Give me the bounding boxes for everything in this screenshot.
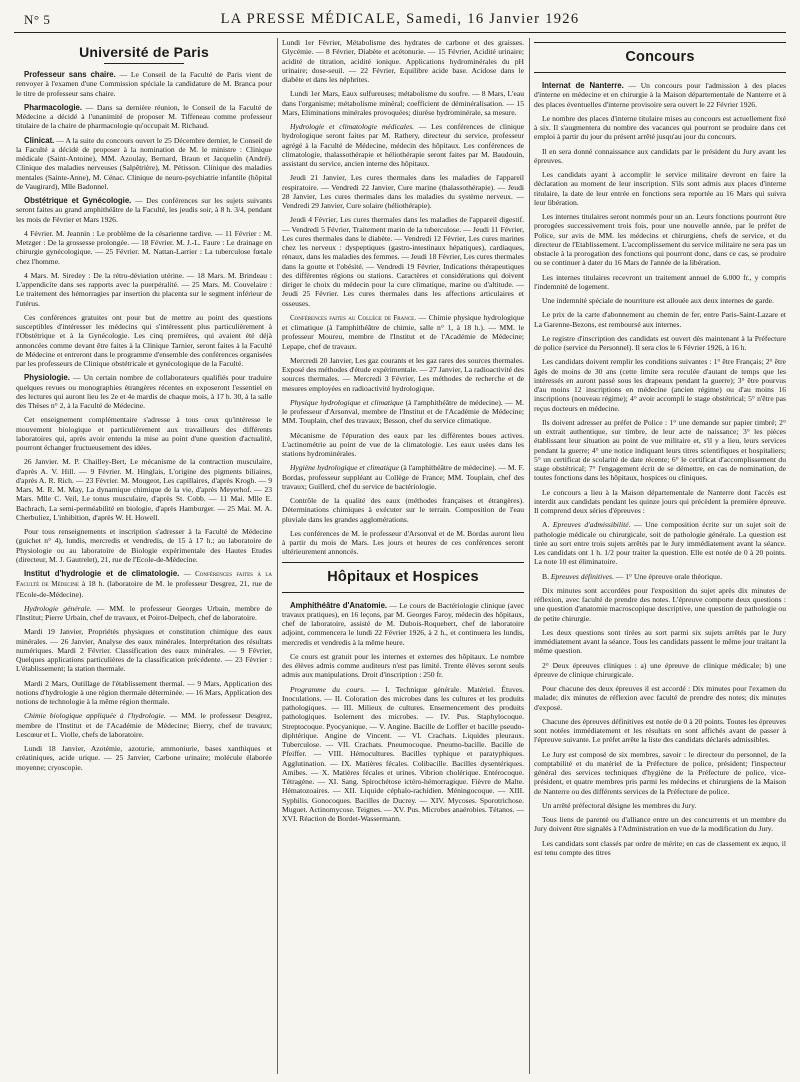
- article-paragraph: Chacune des épreuves définitives est notée de 0 à 20 points. Toutes les épreuves sont notées immédiatement et les résultats en sont affichés avant de passer à l'épreuve suivante. Le préfet arrête la liste des candidats déclarés admissibles.: [534, 716, 786, 745]
- column-left: [16, 38, 272, 1076]
- article-paragraph: Les candidats sont classés par ordre de mérite; en cas de classement ex æquo, il est tenu compte des titres: [534, 838, 786, 857]
- article-paragraph: Jeudi 4 Février, Les cures thermales dans les maladies de l'appareil digestif. — Vendredi 5 Février, Traitement marin de la tuberculose. — Jeudi 11 Février, Les cures thermales dans le diabète. — Vendredi 12 Février, Les cures marines chez les nerveux : dyspeptiques (gastro-intestinaux hépatiques), cardiaques, rénaux, dans les maladies des femmes. — Jeudi 18 Février, Les cures thermales dans la goutte et l'obésité. — Vendredi 19 Février, Indications thérapeutiques des différentes régions ou stations. Caractères et considérations qui doivent diriger le choix du médecin pour la cure climatique, marine ou d'altitude. — Jeudi 25 Février. Les cures thermales dans les affections articulaires et osseuses.: [282, 215, 524, 308]
- article-paragraph: A. Epreuves d'admissibilité. — Une composition écrite sur un sujet soit de pathologie médicale ou chirurgicale, soit de pathologie générale. La question est tirée au sort entre trois sujets arrêtés par le Jury immédiatement avant la séance. Les candidats ont 1 h. 1/2 pour traiter la question. Elle est notée de 0 à 20 points. La note 10 est éliminatoire.: [534, 520, 786, 567]
- article-paragraph: Physiologie. — Un certain nombre de collaborateurs qualifiés pour traduire quelques revues ou monographies étrangères récentes en exposeront l'essentiel en des lectures qui auront lieu les 2e et 4e mardis de chaque mois, à 17 h. 30, à la salle des Thèses n° 2, à la Faculté de Médecine.: [16, 373, 272, 410]
- article-paragraph: Jeudi 21 Janvier, Les cures thermales dans les maladies de l'appareil respiratoire. — Vendredi 22 Janvier, Cure marine (thalassothérapie). — Jeudi 28 Janvier, Les cures thermales dans les maladies du système nerveux. — Vendredi 29 Janvier, Cure solaire (héliothérapie).: [282, 173, 524, 210]
- article-heading: Professeur sans chaire.: [24, 70, 116, 79]
- article-paragraph: Il en sera donné connaissance aux candidats par le président du Jury avant les épreuves.: [534, 146, 786, 165]
- article-paragraph: Pour chacune des deux épreuves il est accordé : Dix minutes pour l'examen du malade; dix minutes de réflexion avec faculté de prendre des notes; dix minutes d'exposé.: [534, 684, 786, 712]
- article-paragraph: Lundi 1er Mars, Eaux sulfureuses; métabolisme du soufre. — 8 Mars, L'eau dans l'organisme; métabolisme minéral; coefficient de déminéralisation. — 15 Mars, Eliminations minérales provoquées; diurèse hydrominérale, sa mesure.: [282, 89, 524, 117]
- article-paragraph: Le registre d'inscription des candidats est ouvert dès maintenant à la Préfecture de police (service du Personnel). Il sera clos le 6 Février 1926, à 16 h.: [534, 333, 786, 352]
- article-paragraph: Le nombre des places d'interne titulaire mises au concours est actuellement fixé à six. Il s'augmentera du nombre des vacances qui pourront se produire dans cet emploi à partir du jour du présent arrêté jusqu'au jour du concours.: [534, 113, 786, 142]
- article-paragraph: Conférences faites au Collège de France. — Chimie physique hydrologique et climatique (à l'amphithéâtre de chimie, salle n° 1, à 18 h.). — MM. le professeur Moureu, membre de l'Institut et de l'Académie de Médecine; Lepape, chef de travaux.: [282, 312, 524, 351]
- article-heading: Institut d'hydrologie et de climatologie.: [24, 569, 180, 578]
- article-paragraph: 2° Deux épreuves cliniques : a) une épreuve de clinique médicale; b) une épreuve de clinique chirurgicale.: [534, 660, 786, 679]
- column-divider: [277, 38, 278, 1074]
- article-paragraph: Hydrologie et climatologie médicales. — Les conférences de clinique hydrologique seront faites par M. Rathery, directeur du service, professeur agrégé à la Faculté de Médecine, médecin des hôpitaux. Les conférences de climatologie, thalassothérapie et héliothérapie seront faites par M. Baudouin, assistant du service, ancien interne des hôpitaux.: [282, 122, 524, 168]
- article-paragraph: 4 Mars. M. Siredey : De la rétro-déviation utérine. — 18 Mars. M. Brindeau : L'appendicite dans ses rapports avec la puerpéralité. — 25 Mars. M. Couvelaire : Le traitement des hémorragies par insertion du placenta sur le segment inférieur de l'utérus.: [16, 270, 272, 308]
- article-paragraph: Institut d'hydrologie et de climatologie. — Conférences faites à la Faculté de Médecine à 18 h. (laboratoire de M. le professeur Desgrez, 21, rue de l'Ecole-de-Médecine).: [16, 569, 272, 599]
- article-paragraph: Tous liens de parenté ou d'alliance entre un des concurrents et un membre du Jury doivent être signalés à l'Administration en vue de la modification du Jury.: [534, 815, 786, 834]
- article-paragraph: Mardi 19 Janvier, Propriétés physiques et constitution chimique des eaux minérales. — 26 Janvier, Analyse des eaux minérales. Interprétation des résultats numériques. Mardi 2 Février. Classification des eaux minérales. — 9 Février, Quelques applications particulières de la classification précédente. — 23 Février : L'établissement; la station thermale.: [16, 627, 272, 674]
- issue-number: N° 5: [24, 12, 51, 27]
- article-heading: Physiologie.: [24, 373, 70, 383]
- article-paragraph: Les internes titulaires seront nommés pour un an. Leurs fonctions pourront être prorogées successivement trois fois, pour une nouvelle année, par le préfet de Police, sur avis de MM. les médecins et chirurgiens, chefs de service, et du directeur de l'Etablissement. L'accomplissement du service militaire ne sera pas un obstacle à la prorogation des fonctions qui pourront donc, dans ce cas, se produire ou se continuer à dater du 16 Mars de l'année de la libération.: [534, 212, 786, 268]
- article-paragraph: Les candidats ayant à accomplir le service militaire devront en faire la déclaration au moment de leur inscription. S'ils sont admis aux places d'interne titulaire, la date de leur entrée en fonctions sera reportée au 16 Mars qui suivra leur libération.: [534, 170, 786, 207]
- article-paragraph: Professeur sans chaire. — Le Conseil de la Faculté de Paris vient de renvoyer à l'examen d'une Commission spéciale la candidature de M. Branca pour le titre de professeur sans chaire.: [16, 70, 272, 98]
- article-paragraph: Les internes titulaires recevront un traitement annuel de 6.000 fr., y compris l'indemnité de logement.: [534, 272, 786, 291]
- column-right: [534, 38, 786, 1076]
- article-paragraph: Chimie biologique appliquée à l'hydrologie. — MM. le professeur Desgrez, membre de l'Institut et de l'Académie de Médecine; Bierry, chef de travaux; Lescœur et L. Violle, chefs de laboratoire.: [16, 711, 272, 739]
- article-paragraph: Internat de Nanterre. — Un concours pour l'admission à des places d'interne en médecine et en chirurgie à la Maison départementale de Nanterre et à des places éventuelles d'interne provisoire sera ouvert le 22 Février 1926.: [534, 81, 786, 109]
- article-heading: Internat de Nanterre.: [542, 81, 624, 90]
- article-paragraph: 4 Février. M. Jeannin : Le problème de la césarienne tardive. — 11 Février : M. Metzger : De la grossesse prolongée. — 18 Février. M. J.-L. Faure : Le drainage en chirurgie gynécologique. — 25 Février. M. Nattan-Larrier : La tuberculose fœtale chez l'homme.: [16, 228, 272, 266]
- article-paragraph: Programme du cours. — I. Technique générale. Matériel. Étuves. Inoculations. — II. Coloration des microbes dans les cultures et les produits pathologiques. — III. Milieux de cultures. Ensemencement des produits pathologiques. Isolement des microbes. — IV. Pus. Staphylocoque. Streptocoque. Pyocyanique. — V. Angine. Bacille de Loffler et bacille pseudo-diphtérique. Angine de Vincent. — VI. Crachats. Liquides pleuraux. Tuberculose. — VII. Crachats. Pneumocoque. Pneumo-bacille. Bacille de Pfeiffer. — VIII. Hémocultures. Bacilles typhique et paratyphiques. Agglutination. — IX. Matières fécales. Colibacille. Bacilles dysentériques. Amibes. — X. Matières fécales et urines. Vibrion cholérique. Entérocoque. Tétragène. — XI. Sang. Spirochétose ictéro-hémorragique. Fièvre de Malte. Hématozoaires. — XII. Liquide céphalo-rachidien. Méningocoque. — XIII. Syphilis. Gonocoques. Bacilles de Ducrey. — XIV. Mycoses. Sporotrichose. Muguet. Actinomycose. Teignes. — XV. Pus. Microbes anaérobies. Tétanos. — XVI. Réaction de Bordet-Wassermann.: [282, 684, 524, 823]
- masthead: [14, 8, 786, 33]
- article-heading: Pharmacologie.: [24, 102, 83, 112]
- article-paragraph: 26 Janvier. M. P. Chailley-Bert, Le mécanisme de la contraction musculaire, d'après A. V. Hill. — 9 Février. M. Hinglais, L'origine des pigments biliaires, d'après A. R. Rich. — 23 Février. M. Mougeot, Les capillaires, d'après Krogh. — 9 Mars. M. R. M. May, La dynamique chimique de la vie, d'après Meyerhof. — 23 Mars. Mlle C. Veil, Le tonus musculaire, d'après St. Cobb. — 11 Mai. Mlle E. Bachrach, La semi-perméabilité en biologie, d'après Hamburger. — 25 Mai. M. A. Cherbuliez, L'inhibition, d'après W. H. Howell.: [16, 457, 272, 522]
- article-paragraph: Pharmacologie. — Dans sa dernière réunion, le Conseil de la Faculté de Médecine a décidé à l'unanimité de proposer M. Tiffeneau comme professeur titulaire de la chaire de pharmacologie qu'occupait M. Richaud.: [16, 102, 272, 131]
- article-paragraph: Clinicat. — A la suite du concours ouvert le 25 Décembre dernier, le Conseil de la Faculté a décidé de proposer à la nomination de M. le ministre : Clinique médicale (Saint-Antoine), MM. Azoulay, Bernard, Braun et Jacquelin (André). Clinique des maladies nerveuses (Salpêtrière), M. Pétisson. Clinique des maladies mentales (Sainte-Anne), M. Cénac. Clinique de neuro-psychiatrie infantile (hôpital de Vaugirard), Mlle Badonnel.: [16, 135, 272, 191]
- article-paragraph: Amphithéâtre d'Anatomie. — Le cours de Bactériologie clinique (avec travaux pratiques), en 16 leçons, par M. Georges Faroy, médecin des hôpitaux, chef de laboratoire, assisté de M. Dubois-Roquebert, chef de laboratoire adjoint, commencera le lundi 22 Février 1926, à 2 h., et continuera les lundis, mercredis et vendredis à la même heure.: [282, 600, 524, 647]
- article-heading: Obstétrique et Gynécologie.: [24, 196, 132, 205]
- journal-title: LA PRESSE MÉDICALE, Samedi, 16 Janvier 1926: [220, 11, 580, 27]
- article-paragraph: Le Jury est composé de six membres, savoir : le directeur du personnel, de la comptabilité et du matériel de la Préfecture de police, président; l'inspecteur général des services techniques d'hygiène de la Préfecture de police, vice-président, et quatre membres pris parmi les médecins et chirurgiens de la Maison de Nanterre ou des différents services de la Préfecture de police.: [534, 749, 786, 796]
- article-paragraph: Une indemnité spéciale de nourriture est allouée aux deux internes de garde.: [542, 296, 774, 305]
- article-paragraph: Les candidats doivent remplir les conditions suivantes : 1° être Français; 2° être âgés de moins de 30 ans (cette limite sera reculée d'autant de temps que les intéressés en auront passé sous les drapeaux pendant la guerre); 3° être pourvus d'au moins 12 inscriptions en médecine (ancien régime) ou d'au moins 16 inscriptions (nouveau régime); 4° avoir accompli le stage obstétrical; 5° n'être pas reçus docteurs en médecine.: [534, 357, 786, 413]
- article-paragraph: Lundi 18 Janvier, Azotémie, azoturie, ammoniurie, bases xanthiques et créatiniques, acide urique. — 25 Janvier, Carbone urinaire; molécule élaborée moyenne; cryoscopie.: [16, 744, 272, 772]
- article-heading: Amphithéâtre d'Anatomie.: [290, 600, 388, 610]
- article-paragraph: Physique hydrologique et climatique (à l'amphithéâtre de médecine). — M. le professeur d'Arsonval, membre de l'Institut et de l'Académie de Médecine; MM. Touplain, chef des travaux; Besson, chef du service climatique.: [282, 397, 524, 426]
- article-paragraph: B. Epreuves définitives. — 1° Une épreuve orale théorique.: [542, 571, 723, 581]
- article-paragraph: Cet enseignement complémentaire s'adresse à tous ceux qu'intéresse le mouvement biologique et particulièrement aux travailleurs des différents laboratoires qui, après avoir entendu la mise au point d'une question d'actualité, pourront échanger fructueusement des idées.: [16, 415, 272, 452]
- article-paragraph: Un arrêté préfectoral désigne les membres du Jury.: [542, 800, 697, 810]
- section-title-concours: Concours: [534, 42, 786, 73]
- article-paragraph: Obstétrique et Gynécologie. — Des conférences sur les sujets suivants seront faites au grand amphithéâtre de la Faculté, les jeudis soir, à 8 h. 3/4, pendant les mois de Février et Mars 1926.: [16, 196, 272, 224]
- article-paragraph: Mardi 2 Mars, Outillage de l'établissement thermal. — 9 Mars, Application des notions d'hydrologie à une région thermale déterminée. — 16 Mars, Application des notions de technologie à la même région thermale.: [16, 678, 272, 706]
- article-paragraph: Le prix de la carte d'abonnement au chemin de fer, entre Paris-Saint-Lazare et La Garenne-Bezons, est remboursé aux internes.: [534, 310, 786, 329]
- article-heading: Clinicat.: [24, 135, 55, 145]
- section-title-universite: Université de Paris: [16, 44, 272, 64]
- column-divider: [529, 38, 530, 1074]
- title-underline: [104, 63, 184, 64]
- article-paragraph: Pour tous renseignements et inscription s'adresser à la Faculté de Médecine (guichet n° 4), lundis, mercredis et vendredis, de 15 à 17 h.; au laboratoire de Physiologie ou au laboratoire de Biologie expérimentale des Hautes Etudes (directeur, M. J. Gautrelet), 21, rue de l'Ecole-de-Médecine.: [16, 527, 272, 564]
- column-middle: [282, 38, 524, 1076]
- article-paragraph: Contrôle de la qualité des eaux (méthodes françaises et étrangères). Déterminations chimiques à exécuter sur le terrain. Composition de l'eau pluviale dans les grandes agglomérations.: [282, 496, 524, 524]
- article-paragraph: Les conférences de M. le professeur d'Arsonval et de M. Bordas auront lieu à partir du mois de Mars. Les jours et heures de ces conférences seront ultérieurement annoncés.: [282, 528, 524, 557]
- article-paragraph: Les deux questions sont tirées au sort parmi six sujets arrêtés par le Jury immédiatement avant la séance. Tous les candidats passent le même jour traitant la même question.: [534, 627, 786, 656]
- article-paragraph: Mécanisme de l'épuration des eaux par les différentes boues actives. L'actinométrie au point de vue de la climatologie. Les eaux usées dans les stations hydrominérales.: [282, 430, 524, 458]
- article-paragraph: Hydrologie générale. — MM. le professeur Georges Urbain, membre de l'Institut; Pierre Urbain, chef de travaux, et Poirot-Delpech, chef de laboratoire.: [16, 603, 272, 622]
- article-paragraph: Ils doivent adresser au préfet de Police : 1° une demande sur papier timbré; 2° un extrait authentique, sur timbre, de leur acte de naissance; 3° les pièces établissant leur situation au point de vue militaire et, s'il y a lieu, leurs services pendant la guerre; 4° une notice indiquant leurs titres scientifiques et hospitaliers; 5° un certificat de scolarité de date récente; 6° le certificat d'accomplissement du stage obstétrical; 7° l'engagement écrit de se démettre, en cas de nomination, de toutes fonctions dans les hôpitaux, hospices ou cliniques.: [534, 417, 786, 483]
- article-paragraph: Hygiène hydrologique et climatique (à l'amphithéâtre de médecine). — M. F. Bordas, professeur suppléant au Collège de France; MM. Touplain, chef des travaux; Guillerd, chef du service de bactériologie.: [282, 463, 524, 491]
- article-paragraph: Ce cours est gratuit pour les internes et externes des hôpitaux. Le nombre des élèves admis comme auditeurs n'est pas limité. Trente élèves seront seuls admis aux manipulations. Droit d'inscription : 250 fr.: [282, 651, 524, 680]
- section-title-hopitaux: Hôpitaux et Hospices: [282, 562, 524, 593]
- article-paragraph: Le concours a lieu à la Maison départementale de Nanterre dont l'accès est interdit aux candidats pendant les quinze jours qui précèdent la première épreuve. Il comprend deux séries d'épreuves :: [534, 487, 786, 515]
- article-paragraph: Dix minutes sont accordées pour l'exposition du sujet après dix minutes de réflexion, avec faculté de prendre des notes. L'épreuve comporte deux questions : une question d'anatomie macroscopique descriptive, une question de pathologie ou de petite chirurgie.: [534, 585, 786, 623]
- article-paragraph: Ces conférences gratuites ont pour but de mettre au point des questions susceptibles d'intéresser les médecins qui s'intéressent plus particulièrement à l'Obstétrique et à la Gynécologie. Les cinq premières, qui avaient été déjà annoncées comme devant être faites à la Clinique Tarnier, seront faites à la Faculté de Médecine et entreront dans le programme d'ensemble des conférences organisées par les professeurs de Clinique obstétricale et gynécologique de la Faculté.: [16, 312, 272, 368]
- article-paragraph: Mercredi 20 Janvier, Les gaz courants et les gaz rares des sources thermales. Exposé des méthodes d'étude expérimentale. — 27 Janvier, La radioactivité des sources thermales. — Mercredi 3 Février, Les méthodes de recherche et de mesures employées en radioactivité hydrologique.: [282, 355, 524, 393]
- article-paragraph: Lundi 1er Février, Métabolisme des hydrates de carbone et des graisses. Glycémie. — 8 Février, Diabète et acétonurie. — 15 Février, Acidité urinaire; acidité de titration, acidité ionique. Applications hydrominérales du pH urinaire; dose-seuil. — 22 Février, Equilibre acide base. Acidose dans le diabète et dans les néphrites.: [282, 38, 524, 84]
